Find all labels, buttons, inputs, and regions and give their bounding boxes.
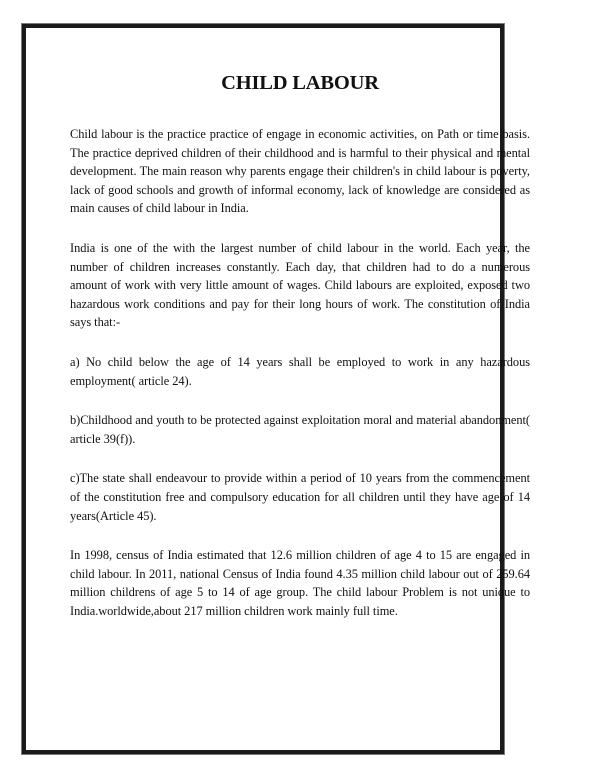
paragraph-article-45: c)The state shall endeavour to provide within a period of 10 years from the commencement of the constitution free and compulsory education for all children until they have age of 14 years(Article 45). [70, 471, 530, 523]
document-title: CHILD LABOUR [221, 72, 379, 94]
paragraph-article-24: a) No child below the age of 14 years shall be employed to work in any hazardous employment( article 24). [70, 354, 530, 388]
paragraph-india-context: India is one of the with the largest number of child labour in the world. Each year, the number of children increases constantly. Each day, that children had to do a numerous amount of work with very little amount of wages. Child labours are exploited, exposed two hazardous work conditions and pay for their long hours of work. The constitution of India says that:- [70, 240, 530, 330]
paragraph-statistics: In 1998, census of India estimated that 12.6 million children of age 4 to 15 are engaged in child labour. In 2011, national Census of India found 4.35 million child labour out of 259.64 million childrens of age 5 to 14 of age group. The child labour Problem is not unique to India.worldwide,about 217 million children work mainly full time. [70, 548, 530, 618]
paragraph-article-39f: b)Childhood and youth to be protected against exploitation moral and material abandonment( article 39(f)). [70, 413, 530, 446]
document-body [70, 70, 530, 641]
paragraph-introduction: Child labour is the practice practice of engage in economic activities, on Path or time basis. The practice deprived children of their childhood and is harmful to their physical and mental development. The main reason why parents engage their children's in child labour is poverty, lack of good schools and growth of informal economy, lack of knowledge are considered as main causes of child labour in India. [70, 127, 530, 216]
